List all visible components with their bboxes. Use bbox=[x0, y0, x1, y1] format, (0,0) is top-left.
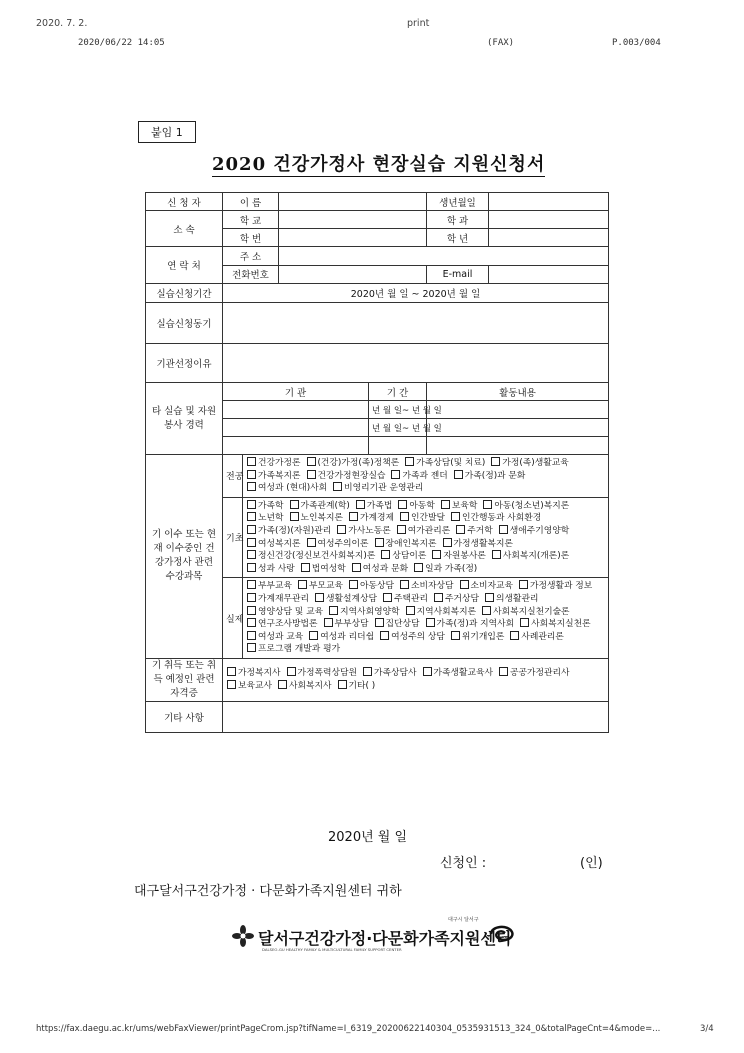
checkbox-icon[interactable] bbox=[510, 631, 519, 640]
birth-label: 생년월일 bbox=[427, 193, 489, 211]
logo-badge: 대구시 달서구 bbox=[448, 917, 479, 923]
period-field-2[interactable]: 년 월 일~ 년 월 일 bbox=[369, 419, 427, 437]
course-option-label: 가족생활교육사 bbox=[433, 668, 493, 679]
course-option[interactable] bbox=[247, 457, 301, 470]
course-option-label: 여가관리론 bbox=[407, 525, 451, 536]
course-option-label: 주거학 bbox=[467, 525, 493, 536]
activity-field-2[interactable] bbox=[427, 419, 609, 437]
practice-course-list[interactable] bbox=[243, 578, 609, 659]
course-option[interactable] bbox=[247, 482, 327, 495]
address-label: 주 소 bbox=[223, 247, 279, 266]
course-option[interactable] bbox=[338, 680, 376, 693]
course-option[interactable] bbox=[333, 482, 423, 495]
checkbox-icon[interactable] bbox=[247, 538, 256, 547]
motive-field[interactable] bbox=[223, 303, 609, 344]
course-option-label: 연구조사방법론 bbox=[258, 619, 318, 630]
course-option[interactable] bbox=[510, 631, 564, 644]
period-field-3[interactable] bbox=[369, 437, 427, 455]
address-field[interactable] bbox=[279, 247, 609, 266]
course-option-label: 인간발달 bbox=[411, 513, 445, 524]
course-option-label: 지역사회복지론 bbox=[416, 606, 477, 617]
course-option[interactable] bbox=[278, 680, 332, 693]
checkbox-icon[interactable] bbox=[391, 470, 400, 479]
course-option[interactable] bbox=[298, 580, 343, 593]
seal-mark: (인) bbox=[580, 856, 603, 871]
course-option-label: 생애주기영양학 bbox=[509, 525, 570, 536]
checkbox-icon[interactable] bbox=[324, 618, 333, 627]
checkbox-icon[interactable] bbox=[227, 680, 236, 689]
org-field-1[interactable] bbox=[223, 401, 369, 419]
course-option[interactable] bbox=[443, 538, 514, 551]
course-option[interactable] bbox=[406, 606, 477, 619]
student-id-label: 학 번 bbox=[223, 229, 279, 247]
recipient: 대구달서구건강가정 · 다문화가족지원센터 귀하 bbox=[134, 884, 402, 899]
org-col-header: 기 관 bbox=[223, 383, 369, 401]
course-option[interactable] bbox=[492, 550, 569, 563]
checkbox-icon[interactable] bbox=[405, 457, 414, 466]
course-option-label: 주택관리 bbox=[394, 593, 428, 604]
course-option[interactable] bbox=[356, 500, 393, 513]
course-option[interactable] bbox=[499, 525, 570, 538]
course-option[interactable] bbox=[483, 500, 569, 513]
checkbox-icon[interactable] bbox=[247, 525, 256, 534]
fax-page: P.003/004 bbox=[612, 38, 661, 48]
course-option[interactable] bbox=[247, 631, 303, 644]
course-option-label: 주거상담 bbox=[445, 593, 479, 604]
course-option-label: 여성과 리더쉽 bbox=[320, 631, 375, 642]
courses-label: 기 이수 또는 현재 이수중인 건강가정사 관련 수강과목 bbox=[146, 455, 223, 659]
core-course-list[interactable] bbox=[243, 455, 609, 498]
course-option[interactable] bbox=[247, 618, 318, 631]
course-option-label: 여성주의이론 bbox=[317, 538, 369, 549]
misc-field[interactable] bbox=[223, 701, 609, 732]
course-option[interactable] bbox=[441, 500, 478, 513]
major-label: 학 과 bbox=[427, 211, 489, 229]
course-option-label: 사회복지(개론)론 bbox=[502, 551, 570, 562]
course-option-label: 보육학 bbox=[451, 500, 478, 511]
course-option-label: 공공가정관리사 bbox=[510, 668, 570, 679]
course-option-label: 사회복지실천론 bbox=[531, 619, 591, 630]
course-option[interactable] bbox=[247, 563, 295, 576]
course-option-label: 여성주의 상담 bbox=[391, 631, 445, 642]
checkbox-icon[interactable] bbox=[456, 525, 465, 534]
course-option[interactable] bbox=[247, 593, 309, 606]
major-field[interactable] bbox=[489, 211, 609, 229]
checkbox-icon[interactable] bbox=[287, 667, 296, 676]
checkbox-icon[interactable] bbox=[499, 525, 508, 534]
checkbox-icon[interactable] bbox=[247, 457, 256, 466]
cert-list[interactable] bbox=[223, 658, 609, 701]
checkbox-icon[interactable] bbox=[451, 512, 460, 521]
checkbox-icon[interactable] bbox=[400, 512, 409, 521]
checkbox-icon[interactable] bbox=[247, 643, 256, 652]
checkbox-icon[interactable] bbox=[483, 500, 492, 509]
checkbox-icon[interactable] bbox=[247, 500, 256, 509]
checkbox-icon[interactable] bbox=[290, 512, 299, 521]
course-option-label: 가족상담사 bbox=[374, 668, 417, 679]
checkbox-icon[interactable] bbox=[247, 550, 256, 559]
course-option[interactable] bbox=[247, 512, 284, 525]
course-option[interactable] bbox=[451, 512, 541, 525]
course-option-label: 부부상담 bbox=[334, 619, 369, 630]
sign-date: 2020년 월 일 bbox=[328, 830, 408, 845]
course-option-label: 건강가정현장실습 bbox=[317, 470, 386, 481]
course-option-label: 비영리기관 운영관리 bbox=[344, 483, 424, 494]
checkbox-icon[interactable] bbox=[247, 563, 256, 572]
application-form bbox=[145, 192, 609, 733]
birth-field[interactable] bbox=[489, 193, 609, 211]
checkbox-icon[interactable] bbox=[227, 667, 236, 676]
course-option-label: 여성과 (현대)사회 bbox=[258, 483, 328, 494]
course-option-label: 가족(정)과 문화 bbox=[464, 470, 526, 481]
checkbox-icon[interactable] bbox=[375, 538, 384, 547]
motive-label: 실습신청동기 bbox=[146, 303, 223, 344]
course-option[interactable] bbox=[482, 606, 569, 619]
course-option[interactable] bbox=[485, 593, 539, 606]
course-option[interactable] bbox=[383, 593, 428, 606]
course-option-label: 가족복지론 bbox=[258, 470, 301, 481]
course-option[interactable] bbox=[301, 563, 346, 576]
course-option[interactable] bbox=[337, 525, 391, 538]
course-option[interactable] bbox=[519, 580, 592, 593]
checkbox-icon[interactable] bbox=[333, 482, 342, 491]
course-option[interactable] bbox=[400, 580, 454, 593]
checkbox-icon[interactable] bbox=[434, 593, 443, 602]
course-option-label: 아동학 bbox=[409, 500, 435, 511]
course-option[interactable] bbox=[247, 525, 331, 538]
course-option-label: 가계재무관리 bbox=[258, 593, 309, 604]
org-field-3[interactable] bbox=[223, 437, 369, 455]
checkbox-icon[interactable] bbox=[451, 631, 460, 640]
checkbox-icon[interactable] bbox=[397, 525, 406, 534]
course-option-label: 보육교사 bbox=[238, 680, 272, 691]
course-option-label: 위기개입론 bbox=[461, 631, 505, 642]
course-option[interactable] bbox=[375, 538, 437, 551]
phone-field[interactable] bbox=[279, 265, 427, 284]
checkbox-icon[interactable] bbox=[247, 593, 256, 602]
checkbox-icon[interactable] bbox=[298, 580, 307, 589]
center-logo-sub: DALSEO-GU HEALTHY FAMILY & MULTICULTURAL FAMILY SUPPORT CENTER bbox=[262, 947, 402, 952]
reason-field[interactable] bbox=[223, 344, 609, 383]
checkbox-icon[interactable] bbox=[380, 631, 389, 640]
org-field-2[interactable] bbox=[223, 419, 369, 437]
course-option[interactable] bbox=[397, 525, 451, 538]
course-option[interactable] bbox=[290, 512, 344, 525]
course-option[interactable] bbox=[391, 470, 447, 483]
checkbox-icon[interactable] bbox=[499, 667, 508, 676]
course-option-label: 노인복지론 bbox=[300, 513, 343, 524]
course-option[interactable] bbox=[349, 580, 394, 593]
checkbox-icon[interactable] bbox=[482, 606, 491, 615]
checkbox-icon[interactable] bbox=[485, 593, 494, 602]
checkbox-icon[interactable] bbox=[247, 512, 256, 521]
basic-label: 기초 bbox=[223, 497, 243, 578]
cert-label: 기 취득 또는 취득 예정인 관련 자격증 bbox=[146, 658, 223, 701]
course-option[interactable] bbox=[460, 580, 514, 593]
checkbox-icon[interactable] bbox=[519, 580, 528, 589]
affiliation-label: 소 속 bbox=[146, 211, 223, 247]
school-field[interactable] bbox=[279, 211, 427, 229]
course-option[interactable] bbox=[309, 631, 374, 644]
course-option-label: 부모교육 bbox=[309, 581, 343, 592]
checkbox-icon[interactable] bbox=[406, 606, 415, 615]
course-option-label: 가족학 bbox=[258, 500, 284, 511]
course-option[interactable] bbox=[454, 470, 526, 483]
checkbox-icon[interactable] bbox=[441, 500, 450, 509]
period-label: 실습신청기간 bbox=[146, 284, 223, 303]
checkbox-icon[interactable] bbox=[432, 550, 441, 559]
checkbox-icon[interactable] bbox=[383, 593, 392, 602]
course-option[interactable] bbox=[381, 550, 426, 563]
course-option-label: 건강가정론 bbox=[258, 458, 301, 468]
course-option[interactable] bbox=[247, 550, 375, 563]
activity-field-3[interactable] bbox=[427, 437, 609, 455]
course-option-label: 가정생활복지론 bbox=[453, 538, 513, 549]
course-option-label: 가족관계(학) bbox=[300, 500, 350, 511]
course-option[interactable] bbox=[499, 667, 570, 680]
course-option-label: 가족(정)과 지역사회 bbox=[436, 619, 515, 630]
checkbox-icon[interactable] bbox=[400, 580, 409, 589]
course-option-label: 가정(족)생활교육 bbox=[502, 458, 569, 468]
course-option-label: 사회복지사 bbox=[289, 680, 332, 691]
print-url: https://fax.daegu.ac.kr/ums/webFaxViewer/printPageCrom.jsp?tifName=I_6319_20200622140304_0535931513_324_0&totalPageCnt=4&mode=... bbox=[36, 1024, 661, 1034]
checkbox-icon[interactable] bbox=[352, 563, 361, 572]
checkbox-icon[interactable] bbox=[381, 550, 390, 559]
course-option-label: 가족상담(및 치료) bbox=[416, 458, 486, 468]
checkbox-icon[interactable] bbox=[307, 538, 316, 547]
course-option-label: 소비자상담 bbox=[411, 581, 454, 592]
email-field[interactable] bbox=[489, 265, 609, 284]
course-option-label: 여성과 문화 bbox=[362, 563, 409, 574]
course-option-label: 노년학 bbox=[258, 513, 284, 524]
checkbox-icon[interactable] bbox=[247, 580, 256, 589]
checkbox-icon[interactable] bbox=[309, 631, 318, 640]
course-option[interactable] bbox=[247, 580, 292, 593]
checkbox-icon[interactable] bbox=[307, 457, 316, 466]
fax-type: (FAX) bbox=[487, 38, 515, 48]
checkbox-icon[interactable] bbox=[247, 618, 256, 627]
course-option[interactable] bbox=[400, 512, 445, 525]
checkbox-icon[interactable] bbox=[301, 563, 310, 572]
course-option-label: 부부교육 bbox=[258, 581, 292, 592]
course-option-label: 영양상담 및 교육 bbox=[258, 606, 324, 617]
applicant-label: 신 청 자 bbox=[146, 193, 223, 211]
checkbox-icon[interactable] bbox=[492, 550, 501, 559]
checkbox-icon[interactable] bbox=[247, 606, 256, 615]
course-option-label: 소비자교육 bbox=[470, 581, 513, 592]
course-option[interactable] bbox=[329, 606, 400, 619]
course-option[interactable] bbox=[380, 631, 445, 644]
course-option[interactable] bbox=[414, 563, 477, 576]
course-option[interactable] bbox=[491, 457, 568, 470]
contact-label: 연 락 처 bbox=[146, 247, 223, 284]
course-option-label: 프로그램 개발과 평가 bbox=[258, 644, 341, 655]
course-option[interactable] bbox=[456, 525, 493, 538]
period-col-header: 기 간 bbox=[369, 383, 427, 401]
checkbox-icon[interactable] bbox=[426, 618, 435, 627]
course-option[interactable] bbox=[307, 538, 369, 551]
print-title: print bbox=[407, 18, 430, 29]
course-option-label: 생활설계상담 bbox=[326, 593, 377, 604]
misc-label: 기타 사항 bbox=[146, 701, 223, 732]
doc-title: 2020 건강가정사 현장실습 지원신청서 bbox=[212, 150, 545, 177]
course-option[interactable] bbox=[247, 606, 323, 619]
course-option[interactable] bbox=[307, 470, 386, 483]
core-label: 전공 bbox=[223, 455, 243, 498]
name-field[interactable] bbox=[279, 193, 427, 211]
course-option[interactable] bbox=[363, 667, 417, 680]
checkbox-icon[interactable] bbox=[278, 680, 287, 689]
course-option[interactable] bbox=[227, 680, 272, 693]
course-option-label: 법여성학 bbox=[311, 563, 346, 574]
course-option[interactable] bbox=[227, 667, 281, 680]
checkbox-icon[interactable] bbox=[247, 470, 256, 479]
course-option[interactable] bbox=[451, 631, 505, 644]
center-logo-name: 달서구건강가정·다문화가족지원센터 bbox=[258, 929, 512, 948]
course-option[interactable] bbox=[434, 593, 479, 606]
course-option[interactable] bbox=[247, 500, 284, 513]
course-option-label: 인간행동과 사회환경 bbox=[462, 513, 542, 524]
print-date: 2020. 7. 2. bbox=[36, 18, 88, 29]
checkbox-icon[interactable] bbox=[520, 618, 529, 627]
checkbox-icon[interactable] bbox=[375, 618, 384, 627]
applicant-sign-label: 신청인 : bbox=[440, 856, 487, 871]
course-option-label: 자원봉사론 bbox=[443, 551, 486, 562]
course-option-label: 지역사회영양학 bbox=[340, 606, 400, 617]
course-option[interactable] bbox=[290, 500, 350, 513]
course-option-label: 가정복지사 bbox=[238, 668, 281, 679]
course-option[interactable] bbox=[324, 618, 369, 631]
checkbox-icon[interactable] bbox=[338, 680, 347, 689]
course-option-label: 가족(정)(자원)관리 bbox=[258, 525, 332, 536]
course-option[interactable] bbox=[349, 512, 394, 525]
student-id-field[interactable] bbox=[279, 229, 427, 247]
checkbox-icon[interactable] bbox=[454, 470, 463, 479]
course-option[interactable] bbox=[352, 563, 408, 576]
course-option-label: 집단상담 bbox=[385, 619, 420, 630]
checkbox-icon[interactable] bbox=[290, 500, 299, 509]
checkbox-icon[interactable] bbox=[349, 580, 358, 589]
email-label: E-mail bbox=[427, 265, 489, 284]
period-field-1[interactable]: 년 월 일~ 년 월 일 bbox=[369, 401, 427, 419]
course-option[interactable] bbox=[307, 457, 400, 470]
course-option[interactable] bbox=[247, 538, 301, 551]
course-option-label: 상담이론 bbox=[392, 551, 427, 562]
attachment-label: 붙임 1 bbox=[138, 121, 196, 143]
course-option[interactable] bbox=[247, 643, 340, 656]
course-option-label: 가정폭력상담원 bbox=[297, 668, 357, 679]
course-option-label: 장애인복지론 bbox=[385, 538, 437, 549]
course-option-label: 기타( ) bbox=[348, 680, 376, 691]
course-option-label: 의생활관리 bbox=[496, 593, 539, 604]
checkbox-icon[interactable] bbox=[423, 667, 432, 676]
course-option[interactable] bbox=[247, 470, 301, 483]
course-option[interactable] bbox=[287, 667, 358, 680]
school-label: 학 교 bbox=[223, 211, 279, 229]
course-option[interactable] bbox=[520, 618, 591, 631]
checkbox-icon[interactable] bbox=[443, 538, 452, 547]
course-option-label: 아동상담 bbox=[360, 581, 394, 592]
checkbox-icon[interactable] bbox=[337, 525, 346, 534]
checkbox-icon[interactable] bbox=[363, 667, 372, 676]
course-option[interactable] bbox=[432, 550, 486, 563]
checkbox-icon[interactable] bbox=[491, 457, 500, 466]
basic-course-list[interactable] bbox=[243, 497, 609, 578]
course-option-label: 가족법 bbox=[366, 500, 393, 511]
activity-field-1[interactable] bbox=[427, 401, 609, 419]
course-option-label: 가정생활과 정보 bbox=[530, 581, 593, 592]
course-option-label: 여성과 교육 bbox=[258, 631, 304, 642]
checkbox-icon[interactable] bbox=[356, 500, 365, 509]
checkbox-icon[interactable] bbox=[329, 606, 338, 615]
course-option-label: 가족과 젠더 bbox=[402, 470, 448, 481]
course-option[interactable] bbox=[398, 500, 435, 513]
course-option-label: 사례관리론 bbox=[521, 631, 564, 642]
checkbox-icon[interactable] bbox=[460, 580, 469, 589]
fax-datetime: 2020/06/22 14:05 bbox=[78, 38, 165, 48]
course-option-label: 여성복지론 bbox=[258, 538, 301, 549]
course-option[interactable] bbox=[315, 593, 377, 606]
course-option[interactable] bbox=[423, 667, 494, 680]
course-option[interactable] bbox=[375, 618, 420, 631]
checkbox-icon[interactable] bbox=[349, 512, 358, 521]
course-option-label: 사회복지실천기술론 bbox=[493, 606, 570, 617]
print-page-counter: 3/4 bbox=[700, 1024, 714, 1034]
other-experience-label: 타 실습 및 자원봉사 경력 bbox=[146, 383, 223, 455]
course-option-label: 성과 사랑 bbox=[258, 563, 295, 574]
grade-label: 학 년 bbox=[427, 229, 489, 247]
course-option-label: 가계경제 bbox=[360, 513, 394, 524]
period-field[interactable]: 2020년 월 일 ~ 2020년 월 일 bbox=[223, 284, 609, 303]
phone-label: 전화번호 bbox=[223, 265, 279, 284]
reason-label: 기관선정이유 bbox=[146, 344, 223, 383]
checkbox-icon[interactable] bbox=[307, 470, 316, 479]
checkbox-icon[interactable] bbox=[414, 563, 423, 572]
course-option-label: 일과 가족(정) bbox=[425, 563, 478, 574]
practice-label: 실제 bbox=[223, 578, 243, 659]
course-option[interactable] bbox=[405, 457, 485, 470]
checkbox-icon[interactable] bbox=[247, 482, 256, 491]
course-option-label: 가사노동론 bbox=[348, 525, 391, 536]
course-option-label: 아동(청소년)복지론 bbox=[494, 500, 570, 511]
checkbox-icon[interactable] bbox=[247, 631, 256, 640]
course-option-label: (건강)가정(족)정책론 bbox=[317, 458, 400, 468]
flower-logo-icon bbox=[232, 925, 254, 947]
grade-field[interactable] bbox=[489, 229, 609, 247]
activity-col-header: 활동내용 bbox=[427, 383, 609, 401]
checkbox-icon[interactable] bbox=[315, 593, 324, 602]
course-option[interactable] bbox=[426, 618, 515, 631]
swirl-logo-icon bbox=[488, 924, 516, 944]
checkbox-icon[interactable] bbox=[398, 500, 407, 509]
course-option-label: 정신건강(정신보건사회복지)론 bbox=[258, 551, 376, 562]
name-label: 이 름 bbox=[223, 193, 279, 211]
